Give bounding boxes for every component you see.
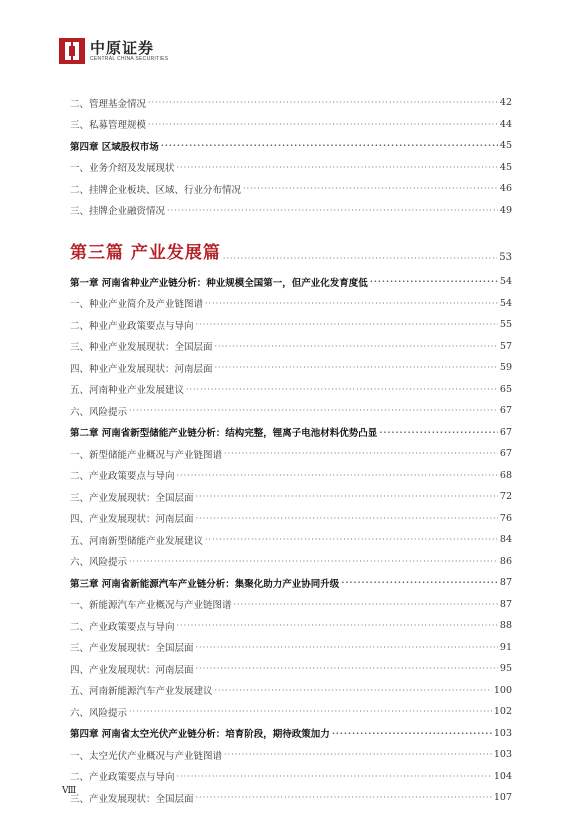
- toc-dot-leader: [341, 578, 498, 587]
- toc-page-number: 54: [499, 276, 512, 288]
- toc-entry-label: 第一章 河南省种业产业链分析：种业规模全国第一，但产业化发育度低: [70, 277, 368, 289]
- toc-page-number: 87: [499, 598, 512, 610]
- toc-entry-section[interactable]: [70, 379, 512, 401]
- toc-entry-label: 五、河南新型储能产业发展建议: [70, 535, 204, 547]
- toc-entry-label: 六、风险提示: [70, 707, 128, 719]
- toc-page-number: 67: [499, 405, 512, 417]
- toc-dot-leader: [148, 120, 498, 129]
- toc-page-number: 107: [493, 792, 512, 804]
- toc-page-number: 53: [499, 252, 512, 263]
- toc-page-number: 55: [499, 319, 512, 331]
- toc-dot-leader: [224, 449, 498, 458]
- table-of-contents: [70, 92, 512, 809]
- toc-entry-section[interactable]: [70, 680, 512, 702]
- toc-entry-section[interactable]: [70, 92, 512, 114]
- logo-cn-text: 中原证券: [90, 38, 155, 57]
- toc-entry-label: 二、挂牌企业板块、区域、行业分布情况: [70, 184, 242, 196]
- toc-dot-leader: [148, 98, 498, 107]
- toc-entry-label: 一、新型储能产业概况与产业链图谱: [70, 449, 223, 461]
- toc-page-number: 42: [499, 97, 512, 109]
- report-header: [59, 38, 168, 64]
- toc-entry-label: 一、种业产业简介及产业链图谱: [70, 299, 204, 311]
- toc-entry-section[interactable]: [70, 486, 512, 508]
- toc-entry-label: 第三章 河南省新能源汽车产业链分析：集聚化助力产业协同升级: [70, 578, 340, 590]
- toc-entry-label: 第三篇 产业发展篇: [70, 243, 221, 263]
- toc-entry-section[interactable]: [70, 787, 512, 809]
- toc-page-number: 68: [499, 469, 512, 481]
- toc-dot-leader: [196, 492, 498, 501]
- toc-entry-chapter[interactable]: [70, 135, 512, 157]
- toc-page-number: 88: [499, 620, 512, 632]
- toc-entry-label: 六、风险提示: [70, 557, 128, 569]
- toc-entry-chapter[interactable]: [70, 271, 512, 293]
- toc-dot-leader: [129, 557, 498, 566]
- toc-page-number: 45: [499, 140, 512, 152]
- toc-dot-leader: [224, 750, 492, 759]
- toc-dot-leader: [161, 141, 498, 150]
- toc-entry-label: 三、产业发展现状：全国层面: [70, 492, 194, 504]
- toc-entry-section[interactable]: [70, 508, 512, 530]
- toc-page-number: 54: [499, 297, 512, 309]
- toc-dot-leader: [379, 428, 498, 437]
- toc-dot-leader: [215, 363, 498, 372]
- toc-entry-label: 二、管理基金情况: [70, 98, 147, 110]
- toc-dot-leader: [129, 707, 492, 716]
- toc-entry-section[interactable]: [70, 443, 512, 465]
- toc-entry-label: 五、河南新能源汽车产业发展建议: [70, 686, 213, 698]
- logo-wordmark: [90, 40, 168, 63]
- toc-dot-leader: [196, 514, 498, 523]
- toc-dot-leader: [234, 600, 498, 609]
- toc-entry-section[interactable]: [70, 357, 512, 379]
- toc-page-number: 59: [499, 362, 512, 374]
- toc-entry-label: 四、种业产业发展现状：河南层面: [70, 363, 213, 375]
- toc-dot-leader: [177, 621, 498, 630]
- toc-entry-label: 第二章 河南省新型储能产业链分析：结构完整，锂离子电池材料优势凸显: [70, 428, 378, 440]
- toc-entry-section[interactable]: [70, 336, 512, 358]
- toc-dot-leader: [332, 729, 492, 738]
- toc-entry-label: 三、私募管理规模: [70, 120, 147, 132]
- toc-page-number: 100: [493, 684, 512, 696]
- toc-dot-leader: [177, 163, 498, 172]
- toc-dot-leader: [129, 406, 498, 415]
- toc-entry-section[interactable]: [70, 314, 512, 336]
- toc-entry-label: 一、业务介绍及发展现状: [70, 163, 175, 175]
- toc-page-number: 45: [499, 161, 512, 173]
- toc-page-number: 67: [499, 426, 512, 438]
- toc-page-number: 65: [499, 383, 512, 395]
- toc-dot-leader: [215, 686, 492, 695]
- page-folio: Ⅷ: [62, 786, 77, 796]
- toc-page-number: 86: [499, 555, 512, 567]
- toc-page-number: 72: [499, 491, 512, 503]
- toc-dot-leader: [196, 793, 492, 802]
- toc-entry-label: 二、产业政策要点与导向: [70, 471, 175, 483]
- toc-entry-section[interactable]: [70, 766, 512, 788]
- logo-en-text: CENTRAL CHINA SECURITIES: [90, 55, 169, 62]
- toc-entry-chapter[interactable]: [70, 572, 512, 594]
- toc-dot-leader: [205, 299, 498, 308]
- toc-entry-label: 六、风险提示: [70, 406, 128, 418]
- toc-dot-leader: [215, 342, 498, 351]
- toc-entry-section[interactable]: [70, 615, 512, 637]
- logo-mark-icon: [59, 38, 85, 64]
- toc-entry-section[interactable]: [70, 744, 512, 766]
- toc-entry-section[interactable]: [70, 637, 512, 659]
- toc-entry-label: 三、挂牌企业融资情况: [70, 206, 166, 218]
- toc-page-number: 104: [493, 770, 512, 782]
- toc-dot-leader: [177, 772, 492, 781]
- toc-dot-leader: [223, 254, 497, 263]
- toc-entry-section[interactable]: [70, 400, 512, 422]
- toc-page-number: 95: [499, 663, 512, 675]
- toc-entry-label: 二、产业政策要点与导向: [70, 621, 175, 633]
- toc-entry-label: 四、产业发展现状：河南层面: [70, 514, 194, 526]
- toc-entry-section[interactable]: [70, 594, 512, 616]
- toc-dot-leader: [370, 277, 498, 286]
- toc-entry-label: 三、种业产业发展现状：全国层面: [70, 342, 213, 354]
- toc-entry-section[interactable]: [70, 658, 512, 680]
- toc-entry-section[interactable]: [70, 701, 512, 723]
- toc-page-number: 67: [499, 448, 512, 460]
- toc-entry-label: 一、新能源汽车产业概况与产业链图谱: [70, 600, 232, 612]
- toc-dot-leader: [243, 184, 498, 193]
- toc-page-number: 49: [499, 204, 512, 216]
- toc-entry-label: 二、产业政策要点与导向: [70, 772, 175, 784]
- toc-page-number: 84: [499, 534, 512, 546]
- toc-dot-leader: [196, 320, 498, 329]
- toc-entry-section[interactable]: [70, 465, 512, 487]
- toc-entry-label: 第四章 区域股权市场: [70, 141, 159, 153]
- toc-entry-label: 二、种业产业政策要点与导向: [70, 320, 194, 332]
- toc-page-number: 44: [499, 118, 512, 130]
- toc-entry-label: 三、产业发展现状：全国层面: [70, 643, 194, 655]
- toc-entry-chapter[interactable]: [70, 422, 512, 444]
- toc-page-number: 46: [499, 183, 512, 195]
- toc-page-number: 76: [499, 512, 512, 524]
- toc-entry-label: 三、产业发展现状：全国层面: [70, 793, 194, 805]
- toc-page-number: 103: [493, 727, 512, 739]
- toc-dot-leader: [167, 206, 498, 215]
- toc-page-number: 102: [493, 706, 512, 718]
- toc-page-number: 87: [499, 577, 512, 589]
- toc-entry-section[interactable]: [70, 529, 512, 551]
- toc-dot-leader: [177, 471, 498, 480]
- toc-entry-section[interactable]: [70, 157, 512, 179]
- toc-entry-section[interactable]: [70, 293, 512, 315]
- toc-entry-label: 第四章 河南省太空光伏产业链分析：培育阶段，期待政策加力: [70, 729, 330, 741]
- toc-entry-part[interactable]: [70, 229, 512, 267]
- toc-entry-section[interactable]: [70, 551, 512, 573]
- toc-entry-section[interactable]: [70, 200, 512, 222]
- toc-entry-chapter[interactable]: [70, 723, 512, 745]
- toc-entry-label: 四、产业发展现状：河南层面: [70, 664, 194, 676]
- toc-page-number: 103: [493, 749, 512, 761]
- toc-dot-leader: [196, 664, 498, 673]
- toc-entry-section[interactable]: [70, 114, 512, 136]
- toc-entry-label: 五、河南种业产业发展建议: [70, 385, 185, 397]
- toc-entry-section[interactable]: [70, 178, 512, 200]
- toc-page-number: 91: [499, 641, 512, 653]
- toc-dot-leader: [205, 535, 498, 544]
- toc-entry-label: 一、太空光伏产业概况与产业链图谱: [70, 750, 223, 762]
- toc-dot-leader: [186, 385, 498, 394]
- toc-dot-leader: [196, 643, 498, 652]
- toc-page-number: 57: [499, 340, 512, 352]
